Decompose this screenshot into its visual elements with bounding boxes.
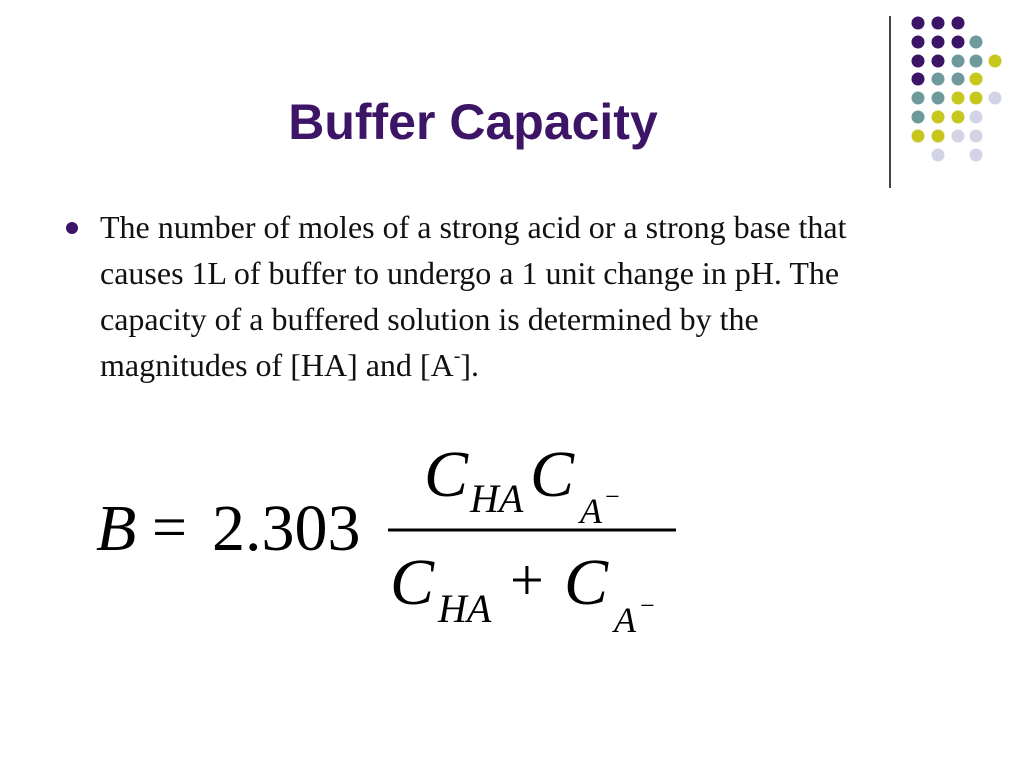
- decor-dot: [989, 55, 1002, 68]
- numerator-c2-subscript: A: [580, 491, 602, 531]
- decor-dot: [970, 73, 983, 86]
- bullet-text-main: The number of moles of a strong acid or a strong base that causes 1L of buffer to undergo a 1 unit change in pH. The capacity of a buffered solution is determined by the magnitudes of [HA] and [A: [100, 209, 847, 383]
- decor-dot: [932, 17, 945, 30]
- decor-dot: [989, 92, 1002, 105]
- decor-dot: [952, 36, 965, 49]
- decor-dot: [970, 130, 983, 143]
- bullet-text: [100, 204, 882, 388]
- decor-dot: [970, 149, 983, 162]
- decor-dot: [912, 36, 925, 49]
- decor-dot: [932, 36, 945, 49]
- slide-title: Buffer Capacity: [288, 94, 658, 150]
- decor-dot: [932, 55, 945, 68]
- bullet-dot-icon: [66, 222, 78, 234]
- equation-equals: =: [152, 494, 187, 562]
- bullet-text-end: ].: [460, 347, 480, 383]
- denominator-c2: C: [564, 546, 609, 619]
- decor-dot: [952, 130, 965, 143]
- decor-dot: [970, 111, 983, 124]
- numerator-c2: C: [530, 438, 575, 511]
- decor-dot: [912, 17, 925, 30]
- bullet-item: [62, 204, 882, 388]
- denominator-plus: +: [510, 547, 544, 613]
- equation-lhs: B: [96, 492, 137, 565]
- decor-dot: [970, 55, 983, 68]
- decor-dot: [952, 92, 965, 105]
- decor-dot: [970, 36, 983, 49]
- numerator-c1-subscript: HA: [470, 476, 524, 521]
- denominator-c1-subscript: HA: [438, 586, 492, 631]
- decor-dot: [952, 55, 965, 68]
- decor-dot: [912, 73, 925, 86]
- denominator-c2-minus: −: [640, 591, 655, 620]
- bullet-list: [62, 204, 882, 388]
- buffer-capacity-equation: [0, 420, 1024, 660]
- numerator-c1: C: [424, 438, 469, 511]
- decor-dot: [912, 55, 925, 68]
- numerator-c2-minus: −: [605, 482, 620, 511]
- denominator-c2-subscript: A: [614, 600, 636, 640]
- equation-coefficient: 2.303: [212, 492, 361, 565]
- denominator-c1: C: [390, 546, 435, 619]
- decor-dot: [952, 111, 965, 124]
- decor-dot: [932, 73, 945, 86]
- decor-dot: [970, 92, 983, 105]
- decor-dot: [952, 17, 965, 30]
- bullet-text-superscript: -: [453, 345, 461, 368]
- decor-dot: [952, 73, 965, 86]
